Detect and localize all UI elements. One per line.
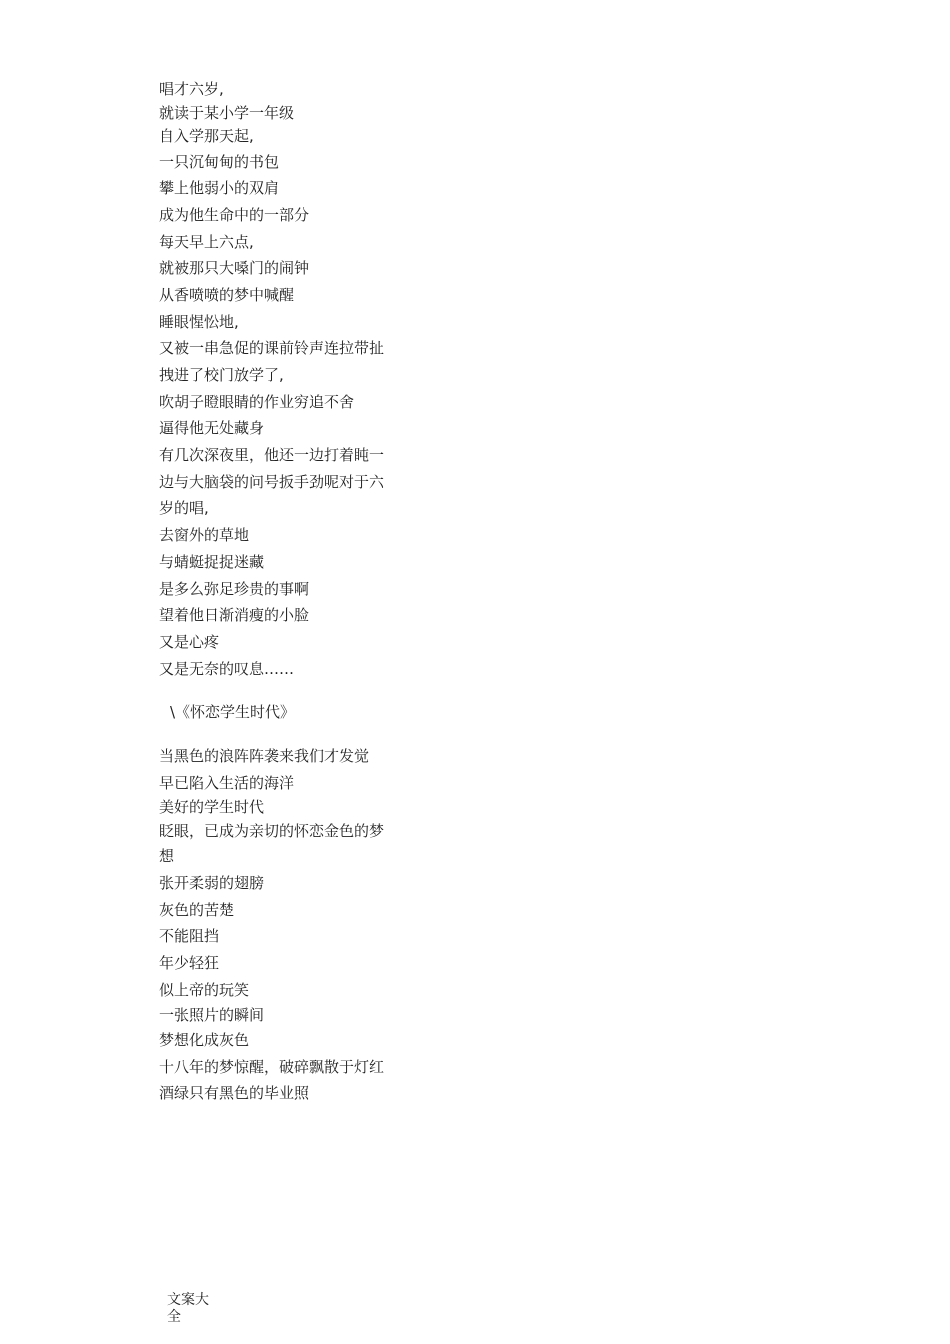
poem-line: 望着他日渐消瘦的小脸 [159, 606, 310, 625]
poem-line: 灰色的苦楚 [159, 900, 235, 919]
poem-first [159, 78, 409, 682]
poem-line: 又是无奈的叹息…… [159, 659, 295, 678]
poem-line: 不能阻挡 [159, 927, 220, 946]
poem-line: 又被一串急促的课前铃声连拉带扯 [159, 339, 385, 358]
poem-line: 一只沉甸甸的书包 [159, 152, 280, 171]
poem-line: 一张照片的瞬间 [159, 1005, 265, 1024]
poem-line: 就被那只大嗓门的闹钟 [159, 259, 310, 278]
poem-line: 攀上他弱小的双肩 [159, 179, 280, 198]
poem-line: 早已陷入生活的海洋 [159, 773, 295, 792]
poem-line: 梦想化成灰色 [159, 1031, 250, 1049]
poem-line: 酒绿只有黑色的毕业照 [159, 1084, 310, 1103]
poem-line: 美好的学生时代 [159, 798, 265, 817]
poem-line: 与蜻蜓捉捉迷藏 [159, 552, 265, 571]
poem-line: 边与大脑袋的问号扳手劲呢对于六 [159, 472, 385, 491]
poem-line: 张开柔弱的翅膀 [159, 874, 265, 893]
poem-line: 似上帝的玩笑 [159, 980, 250, 999]
poem-line: 年少轻狂 [159, 954, 220, 973]
poem-line: 有几次深夜里，他还一边打着盹一 [159, 446, 385, 465]
poem-line: 当黑色的浪阵阵袭来我们才发觉 [159, 747, 370, 765]
poem-line: 唱才六岁, [159, 80, 224, 98]
poem-line: 又是心疼 [159, 632, 220, 651]
poem-line: 是多么弥足珍贵的事啊 [159, 579, 310, 598]
poem-line: 每天早上六点, [159, 232, 254, 251]
poem-line: 从香喷喷的梦中喊醒 [159, 285, 295, 304]
poem-line: 就读于某小学一年级 [159, 103, 295, 122]
poem-line: 睡眼惺忪地, [159, 312, 239, 331]
poem-line: 想 [159, 847, 175, 866]
poem-line: 吹胡子瞪眼睛的作业穷追不舍 [159, 392, 355, 411]
poem-line: 眨眼，已成为亲切的怀恋金色的梦 [159, 821, 385, 840]
poem-line: 拽进了校门放学了, [159, 366, 284, 384]
poem-title: \《怀恋学生时代》 [170, 703, 296, 721]
poem-second [159, 743, 409, 1107]
poem-line: 成为他生命中的一部分 [159, 205, 310, 224]
poem-line: 十八年的梦惊醒，破碎飘散于灯红 [159, 1057, 385, 1076]
poem-line: 自入学那天起, [159, 127, 254, 145]
poem-line: 岁的唱, [159, 499, 209, 518]
poem-line: 去窗外的草地 [159, 526, 250, 545]
page-footer: 文案大全 [167, 1292, 209, 1325]
poem-line: 逼得他无处藏身 [159, 419, 265, 438]
